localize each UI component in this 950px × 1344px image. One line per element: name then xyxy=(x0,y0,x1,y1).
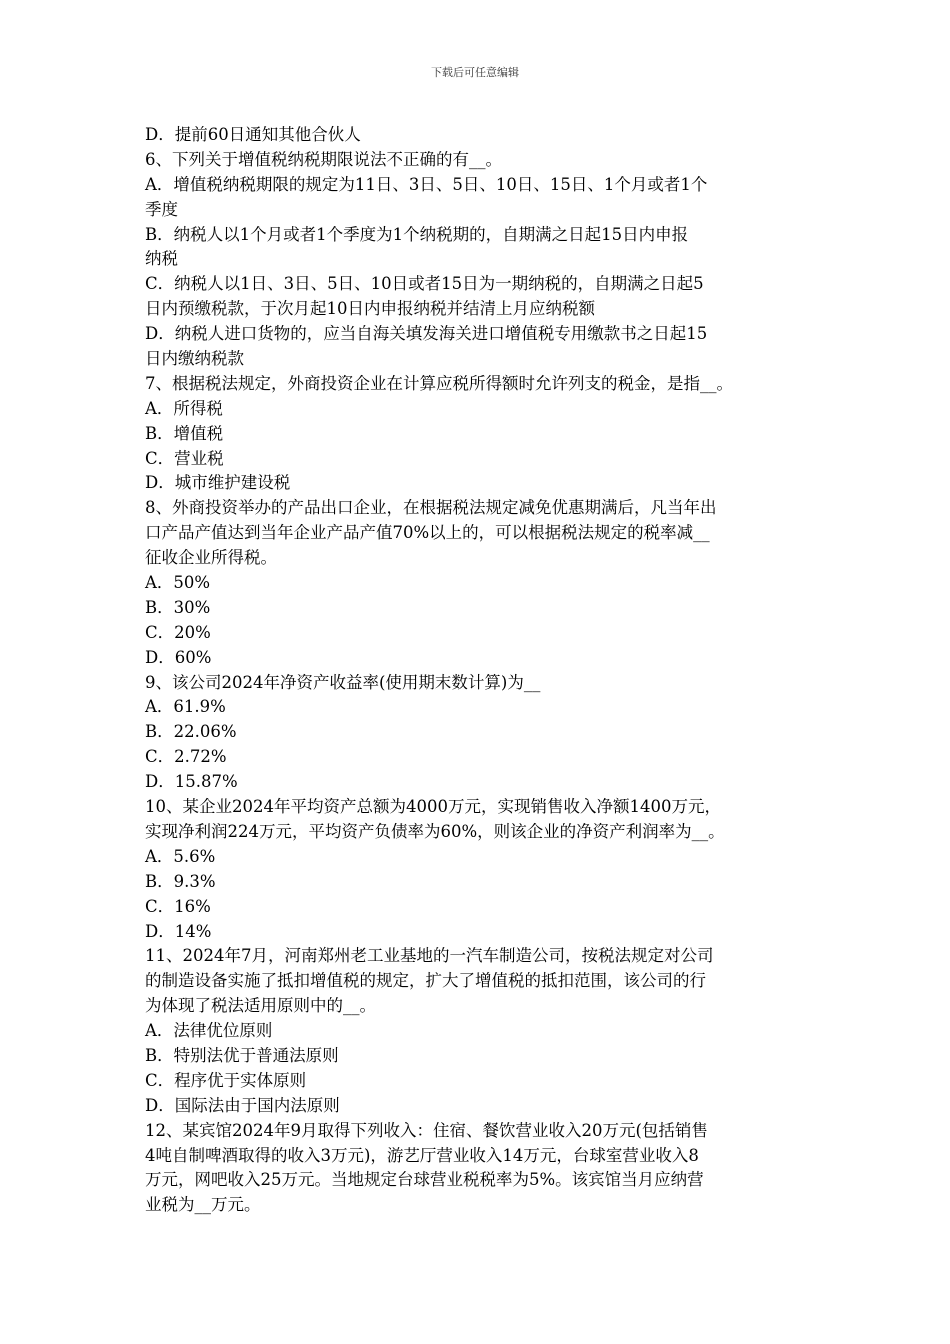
text-line: B．特别法优于普通法原则 xyxy=(145,1045,339,1065)
question-8: 8、外商投资举办的产品出口企业，在根据税法规定减免优惠期满后，凡当年出 xyxy=(145,498,717,518)
text-line: D．15.87% xyxy=(145,772,238,792)
text-line: D．14% xyxy=(145,921,212,941)
text-line: D．国际法由于国内法原则 xyxy=(145,1095,340,1115)
text-line: B．增值税 xyxy=(145,423,224,443)
text-line: D．提前60日通知其他合伙人 xyxy=(145,125,361,144)
text-line: D．60% xyxy=(145,647,212,667)
text-line: 纳税 xyxy=(145,249,178,269)
text-line: 为体现了税法适用原则中的__。 xyxy=(145,996,376,1016)
text-line: B．22.06% xyxy=(145,722,237,742)
text-line: A．61.9% xyxy=(145,697,226,717)
text-line: 口产品产值达到当年企业产品产值70%以上的，可以根据税法规定的税率减__ xyxy=(145,523,710,543)
document-body xyxy=(145,123,815,1218)
page-header: 下载后可任意编辑 xyxy=(431,66,519,79)
text-line: 日内预缴税款，于次月起10日内申报纳税并结清上月应纳税额 xyxy=(145,299,595,319)
text-line: D．城市维护建设税 xyxy=(145,473,291,493)
question-7: 7、根据税法规定，外商投资企业在计算应税所得额时允许列支的税金，是指__。 xyxy=(145,373,733,393)
text-line: A．50% xyxy=(145,573,211,593)
text-line: A．所得税 xyxy=(145,398,223,418)
question-10: 10、某企业2024年平均资产总额为4000万元，实现销售收入净额1400万元， xyxy=(145,797,721,817)
text-line: C．20% xyxy=(145,622,211,642)
text-line: B．30% xyxy=(145,597,211,617)
text-line: 征收企业所得税。 xyxy=(145,548,277,568)
text-line: C．程序优于实体原则 xyxy=(145,1070,307,1090)
question-12: 12、某宾馆2024年9月取得下列收入：住宿、餐饮营业收入20万元(包括销售 xyxy=(145,1120,708,1140)
question-6: 6、下列关于增值税纳税期限说法不正确的有__。 xyxy=(145,149,502,169)
text-line: C．营业税 xyxy=(145,448,224,468)
text-line: C．纳税人以1日、3日、5日、10日或者15日为一期纳税的，自期满之日起5 xyxy=(145,274,704,294)
text-line: 实现净利润224万元，平均资产负债率为60%，则该企业的净资产利润率为__。 xyxy=(145,821,725,841)
text-line: A．法律优位原则 xyxy=(145,1021,273,1041)
text-line: 4吨自制啤酒取得的收入3万元)，游艺厅营业收入14万元，台球室营业收入8 xyxy=(145,1145,699,1165)
text-line: A．5.6% xyxy=(145,846,216,866)
text-line: 日内缴纳税款 xyxy=(145,349,244,369)
text-line: 的制造设备实施了抵扣增值税的规定，扩大了增值税的抵扣范围，该公司的行 xyxy=(145,971,706,991)
question-9: 9、该公司2024年净资产收益率(使用期末数计算)为__ xyxy=(145,672,541,692)
text-line: 季度 xyxy=(145,199,178,219)
question-11: 11、2024年7月，河南郑州老工业基地的一汽车制造公司，按税法规定对公司 xyxy=(145,946,714,966)
text-line: A．增值税纳税期限的规定为11日、3日、5日、10日、15日、1个月或者1个 xyxy=(145,174,708,194)
text-line: B．纳税人以1个月或者1个季度为1个纳税期的，自期满之日起15日内申报 xyxy=(145,224,689,244)
text-line: D．纳税人进口货物的，应当自海关填发海关进口增值税专用缴款书之日起15 xyxy=(145,324,708,344)
text-line: 业税为__万元。 xyxy=(145,1195,261,1215)
text-line: C．2.72% xyxy=(145,747,227,767)
text-line: C．16% xyxy=(145,896,211,916)
text-line: 万元，网吧收入25万元。当地规定台球营业税税率为5%。该宾馆当月应纳营 xyxy=(145,1170,704,1190)
text-line: B．9.3% xyxy=(145,871,216,891)
